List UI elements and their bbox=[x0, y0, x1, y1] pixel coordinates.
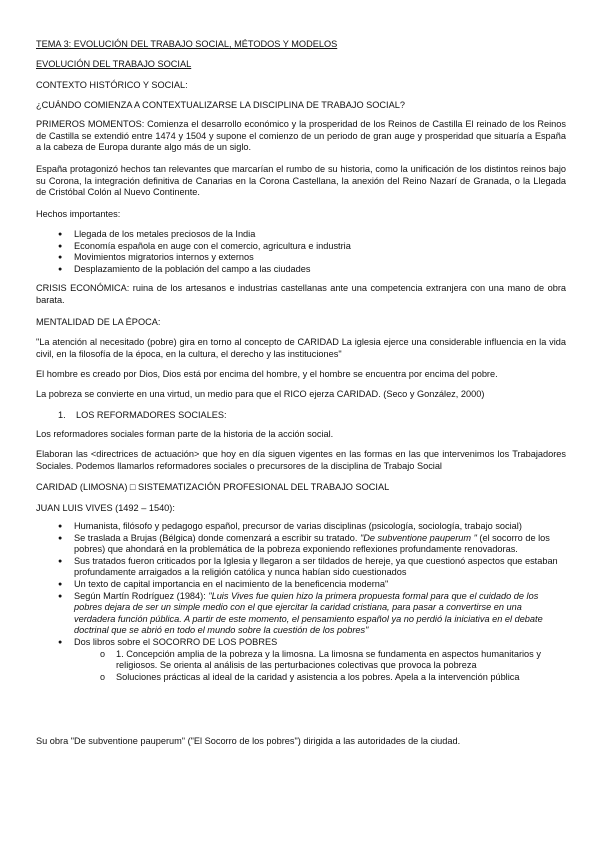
reformers-paragraph-1: Los reformadores sociales forman parte de la historia de la acción social. bbox=[36, 429, 334, 439]
facts-list bbox=[60, 229, 560, 275]
mentality-quote: "La atención al necesitado (pobre) gira en torno al concepto de CARIDAD La iglesia ejerce una considerable influencia en la vida civil, en la filosofía de la época, en la cultura, el derecho y las instituciones" bbox=[36, 337, 566, 359]
charity-line: CARIDAD (LIMOSNA) □ SISTEMATIZACIÓN PROFESIONAL DEL TRABAJO SOCIAL bbox=[36, 482, 390, 492]
quote: "Luis Vives fue quien hizo la primera propuesta formal para que el cuidado de los pobres dejara de ser un simple medio con el que ejercitar la caridad cristiana, para pasar a convertirse en una verdadera función pública. A partir de este momento, el pensamiento español ya no perdió la iniciativa en el debate doctrinal que se abrió en todo el mundo sobre la cuestión de los pobres" bbox=[74, 590, 543, 636]
vives-list bbox=[60, 521, 560, 683]
mentality-heading: MENTALIDAD DE LA ÉPOCA: bbox=[36, 317, 161, 327]
list-item: ● Un texto de capital importancia en el nacimiento de la beneficencia moderna" bbox=[60, 579, 560, 591]
list-item: ● Sus tratados fueron criticados por la Iglesia y llegaron a ser tildados de hereje, ya que cuestionó aspectos que estaban profundamente arraigados a la religión católica y nunca habían sido cuestionados bbox=[60, 556, 560, 579]
economic-crisis-paragraph: CRISIS ECONÓMICA: ruina de los artesanos e industrias castellanas ante una competencia extranjera con una mano de obra barata. bbox=[36, 283, 566, 305]
reformers-heading: LOS REFORMADORES SOCIALES: bbox=[76, 410, 227, 420]
list-item bbox=[60, 533, 560, 556]
list-item: ● Economía española en auge con el comercio, agricultura e industria bbox=[60, 241, 560, 253]
book-title: "De subventione pauperum " bbox=[359, 532, 477, 543]
closing-paragraph: Su obra "De subventione pauperum" ("El Socorro de los pobres") dirigida a las autoridades de la ciudad. bbox=[36, 736, 461, 746]
list-item: ● Movimientos migratorios internos y externos bbox=[60, 252, 560, 264]
text-span: (el socorro de los pobres) que ahondará en la problemática de la pobreza exponiendo reflexiones profundamente renovadoras. bbox=[74, 532, 550, 555]
context-heading: CONTEXTO HISTÓRICO Y SOCIAL: bbox=[36, 80, 188, 90]
section-subtitle: EVOLUCIÓN DEL TRABAJO SOCIAL bbox=[36, 59, 192, 69]
vives-heading: JUAN LUIS VIVES (1492 – 1540): bbox=[36, 503, 175, 513]
sub-list bbox=[74, 649, 560, 684]
list-item: ● Llegada de los metales preciosos de la India bbox=[60, 229, 560, 241]
first-moments-paragraph: PRIMEROS MOMENTOS: Comienza el desarrollo económico y la prosperidad de los Reinos de Castilla El reinado de los Reinos de Castilla se extendió entre 1474 y 1504 y supone el comienzo de un periodo de gran auge y prosperidad que situaría a España a la cabeza de Europa durante algo más de un siglo. bbox=[36, 119, 566, 153]
list-item: ● Desplazamiento de la población del campo a las ciudades bbox=[60, 264, 560, 276]
poverty-virtue-paragraph: La pobreza se convierte en una virtud, un medio para que el RICO ejerza CARIDAD. (Seco y González, 2000) bbox=[36, 389, 485, 399]
man-created-paragraph: El hombre es creado por Dios, Dios está por encima del hombre, y el hombre se encuentra por encima del pobre. bbox=[36, 369, 498, 379]
text-span: Dos libros sobre el SOCORRO DE LOS POBRES bbox=[74, 636, 278, 647]
sub-list-item: o Soluciones prácticas al ideal de la caridad y asistencia a los pobres. Apela a la intervención pública bbox=[98, 672, 560, 684]
reformers-paragraph-2: Elaboran las <directrices de actuación> que hoy en día siguen vigentes en las formas en las que intervenimos los Trabajadores Sociales. Podemos llamarlos reformadores sociales o precursores de la disciplina de Trabajo Social bbox=[36, 449, 566, 471]
document-title: TEMA 3: EVOLUCIÓN DEL TRABAJO SOCIAL, MÉTODOS Y MODELOS bbox=[36, 39, 338, 49]
spain-paragraph: España protagonizó hechos tan relevantes que marcarían el rumbo de su historia, como la unificación de los distintos reinos bajo su Corona, la integración definitiva de Canarias en la Corona Castellana, la anexión del Reino Nazarí de Granada, o la Llegada de Cristóbal Colón al Nuevo Continente. bbox=[36, 164, 566, 198]
sub-list-item: o 1. Concepción amplia de la pobreza y la limosna. La limosna se fundamenta en aspectos humanitarios y religiosos. Se orienta al análisis de las perturbaciones colectivas que provoca la pobreza bbox=[98, 649, 560, 672]
list-item: ● Humanista, filósofo y pedagogo español, precursor de varias disciplinas (psicología, sociología, trabajo social) bbox=[60, 521, 560, 533]
list-item bbox=[60, 637, 560, 683]
list-item bbox=[60, 591, 560, 637]
reformers-number: 1. bbox=[58, 410, 66, 420]
question-heading: ¿CUÁNDO COMIENZA A CONTEXTUALIZARSE LA DISCIPLINA DE TRABAJO SOCIAL? bbox=[36, 100, 405, 110]
text-span: Se traslada a Brujas (Bélgica) donde comenzará a escribir su tratado. bbox=[74, 532, 360, 543]
facts-heading: Hechos importantes: bbox=[36, 209, 121, 219]
text-span: Según Martín Rodríguez (1984): bbox=[74, 590, 209, 601]
